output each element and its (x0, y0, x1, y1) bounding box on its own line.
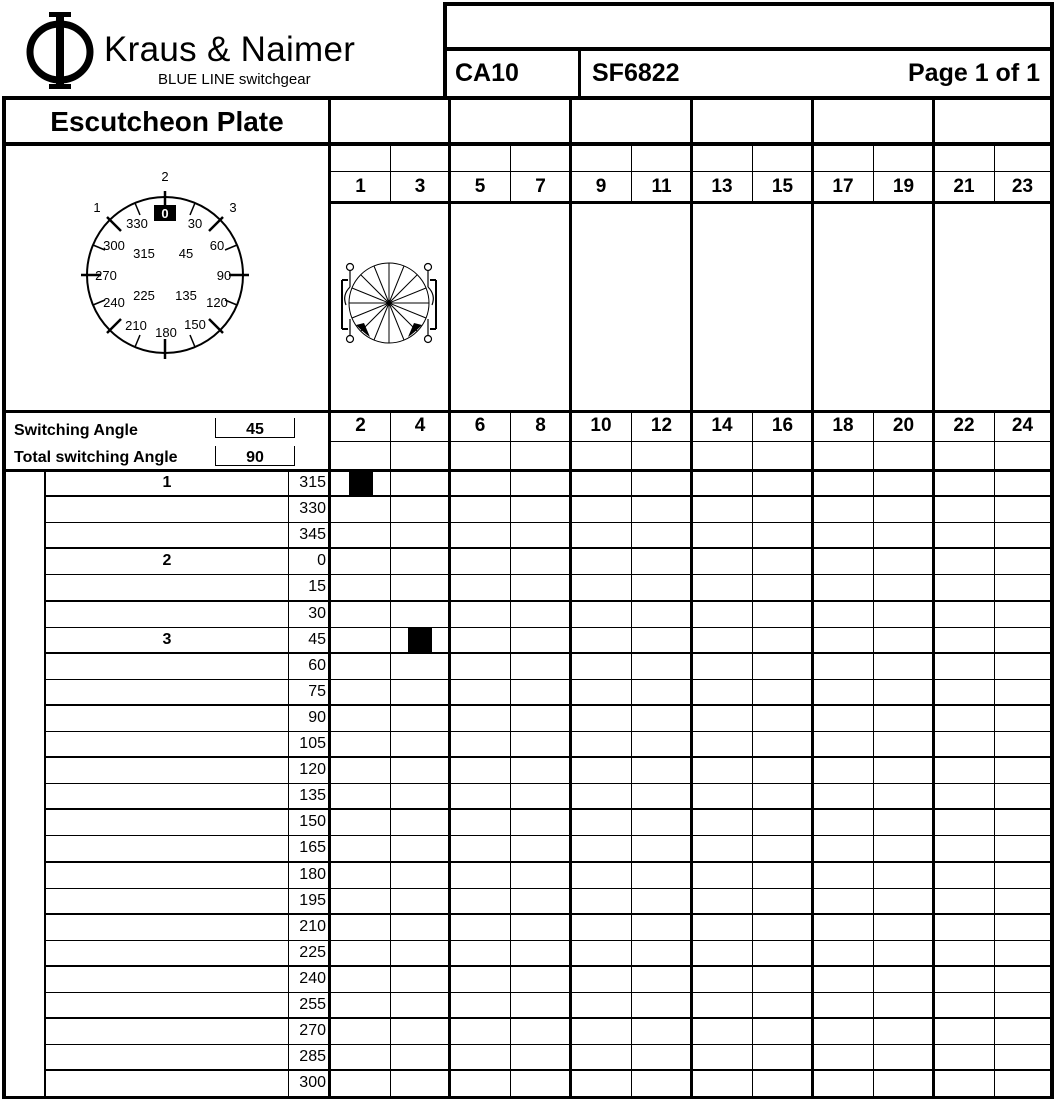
row-position-label (46, 914, 288, 940)
terminal-top-13: 13 (711, 176, 733, 197)
row-position-label (46, 1018, 288, 1044)
dial-angle-210: 210 (125, 318, 147, 333)
dial-angle-0: 0 (161, 206, 169, 221)
row-angle-label: 255 (299, 996, 326, 1013)
terminal-bottom-18: 18 (832, 415, 854, 436)
grid-column-line (569, 98, 572, 1098)
row-angle-label: 285 (299, 1048, 326, 1065)
row-angle-label: 105 (299, 735, 326, 752)
terminal-top-1: 1 (355, 176, 366, 197)
row-position-label (46, 653, 288, 679)
row-angle-label: 165 (299, 839, 326, 856)
terminal-bottom-2: 2 (355, 415, 366, 436)
dial-angle-330: 330 (126, 216, 148, 231)
row-position-label (46, 601, 288, 627)
terminal-bottom-6: 6 (474, 415, 486, 436)
grid-column-line (631, 411, 632, 1098)
grid-column-line (448, 98, 451, 1098)
dial-angle-270: 270 (95, 268, 117, 283)
row-angle-label: 90 (308, 709, 326, 726)
row-angle-label: 240 (299, 970, 326, 987)
row-position-label (46, 705, 288, 731)
row-position-label (46, 574, 288, 600)
dial-angle-315: 315 (133, 246, 155, 261)
dial-position-1: 1 (93, 200, 101, 215)
dial-angle-120: 120 (206, 295, 228, 310)
series-code: CA10 (455, 59, 519, 87)
row-angle-label: 195 (299, 892, 326, 909)
program-number: SF6822 (592, 59, 680, 87)
terminal-bottom-8: 8 (535, 415, 546, 436)
dial-angle-90: 90 (216, 268, 232, 283)
terminal-top-23: 23 (1011, 176, 1034, 197)
row-angle-label: 150 (299, 813, 326, 830)
grid-column-line (690, 98, 693, 1098)
terminal-top-15: 15 (771, 176, 794, 197)
row-angle-label: 30 (308, 605, 326, 622)
dial-angle-225: 225 (133, 288, 155, 303)
terminal-bottom-22: 22 (953, 415, 975, 436)
terminal-top-3: 3 (414, 176, 426, 197)
row-position-label (46, 496, 288, 522)
row-angle-label: 315 (299, 474, 326, 491)
contact-closed-mark (349, 471, 373, 495)
terminal-top-17: 17 (832, 176, 854, 197)
row-position-label (46, 809, 288, 835)
dial-angle-45: 45 (178, 246, 194, 261)
row-position-label (46, 940, 288, 966)
terminal-top-21: 21 (953, 176, 975, 197)
row-position-label (46, 862, 288, 888)
terminal-top-9: 9 (595, 176, 607, 197)
grid-column-line (932, 98, 935, 1098)
row-position-label (46, 731, 288, 757)
row-position-label (46, 757, 288, 783)
contact-element-symbol-icon (334, 255, 444, 355)
page-indicator: Page 1 of 1 (908, 59, 1040, 87)
row-angle-label: 270 (299, 1022, 326, 1039)
row-angle-label: 180 (299, 866, 326, 883)
row-position-label (46, 1044, 288, 1070)
row-position-label (46, 679, 288, 705)
dial-angle-150: 150 (184, 317, 206, 332)
terminal-bottom-4: 4 (414, 415, 426, 436)
row-position-label (46, 522, 288, 548)
grid-column-line (752, 411, 753, 1098)
switching-angle-value: 45 (215, 418, 295, 438)
terminal-bottom-20: 20 (892, 415, 915, 436)
row-angle-label: 45 (308, 631, 326, 648)
row-angle-label: 75 (308, 683, 326, 700)
grid-column-line (811, 98, 814, 1098)
row-position-label (46, 966, 288, 992)
row-angle-label: 135 (299, 787, 326, 804)
row-position-label: 2 (162, 552, 172, 569)
row-position-label: 3 (162, 631, 172, 648)
contact-closed-mark (408, 628, 432, 652)
row-angle-label: 210 (299, 918, 326, 935)
row-angle-label: 15 (308, 578, 326, 595)
terminal-bottom-16: 16 (771, 415, 794, 436)
terminal-bottom-12: 12 (650, 415, 673, 436)
row-position-label (46, 783, 288, 809)
dial-angle-240: 240 (103, 295, 125, 310)
row-angle-label: 225 (299, 944, 326, 961)
dial-angle-300: 300 (103, 238, 125, 253)
terminal-top-19: 19 (892, 176, 915, 197)
dial-angle-60: 60 (209, 238, 225, 253)
total-switching-angle-value: 90 (215, 446, 295, 466)
row-angle-label: 60 (308, 657, 326, 674)
terminal-bottom-24: 24 (1011, 415, 1034, 436)
terminal-bottom-10: 10 (590, 415, 612, 436)
dial-position-2: 2 (161, 169, 169, 184)
dial-angle-30: 30 (187, 216, 203, 231)
row-angle-label: 0 (317, 552, 326, 569)
terminal-bottom-14: 14 (711, 415, 733, 436)
dial-angle-135: 135 (175, 288, 197, 303)
section-title: Escutcheon Plate (50, 106, 284, 137)
terminal-top-7: 7 (535, 176, 546, 197)
grid-column-line (510, 411, 511, 1098)
switching-angle-label: Switching Angle (14, 422, 138, 439)
terminal-top-5: 5 (474, 176, 486, 197)
row-position-label (46, 992, 288, 1018)
row-angle-label: 300 (299, 1074, 326, 1091)
row-angle-label: 330 (299, 500, 326, 517)
brand-subtitle: BLUE LINE switchgear (158, 71, 311, 88)
phi-logo-icon (22, 10, 98, 90)
escutcheon-dial (60, 160, 270, 380)
dial-angle-180: 180 (155, 325, 177, 340)
grid-column-line (873, 411, 874, 1098)
row-position-label (46, 1070, 288, 1096)
row-angle-label: 120 (299, 761, 326, 778)
row-position-label (46, 888, 288, 914)
dial-position-3: 3 (229, 200, 237, 215)
brand-name: Kraus & Naimer (104, 30, 356, 69)
total-switching-angle-label: Total switching Angle (14, 449, 178, 466)
grid-column-line (994, 411, 995, 1098)
row-angle-label: 345 (299, 526, 326, 543)
row-position-label: 1 (162, 474, 172, 491)
terminal-top-11: 11 (651, 176, 672, 197)
row-position-label (46, 835, 288, 861)
grid-column-line (390, 411, 391, 1098)
